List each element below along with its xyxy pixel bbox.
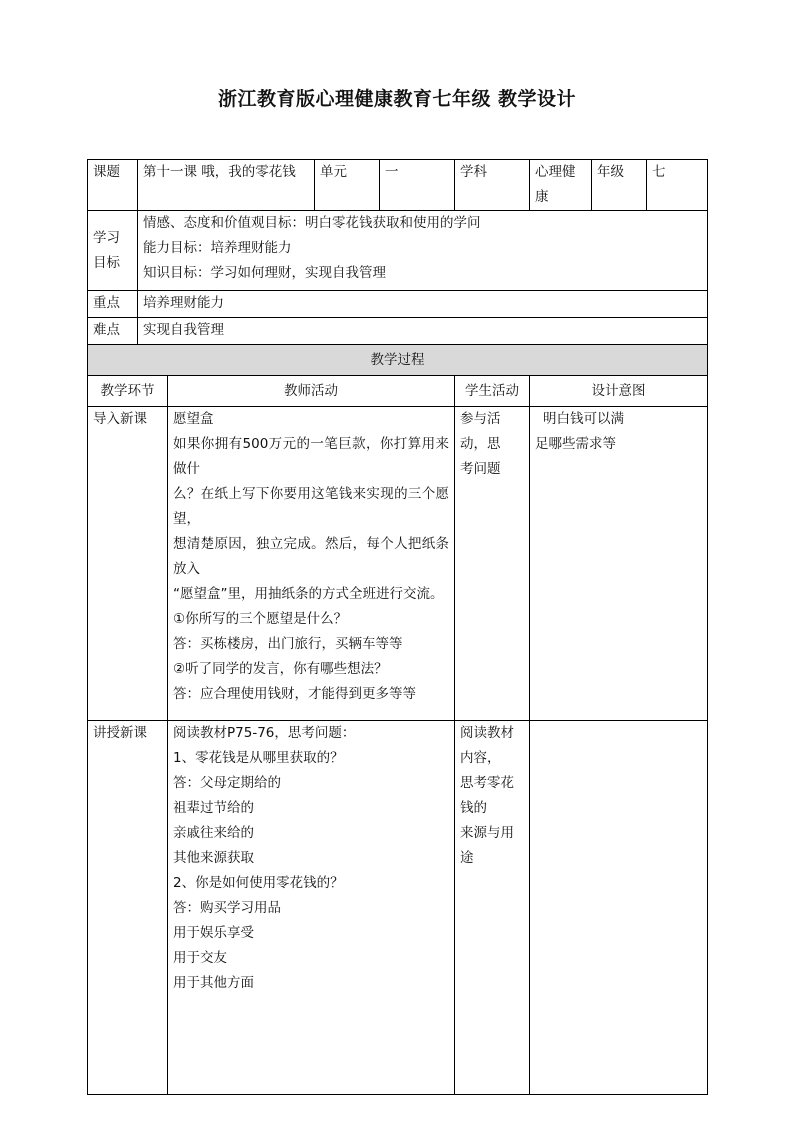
student-line: 来源与用途 <box>460 825 515 866</box>
intent-line: 足哪些需求等 <box>535 436 617 452</box>
lesson-plan-table <box>87 159 708 1095</box>
process-heading: 教学过程 <box>88 345 708 376</box>
column-teacher: 教师活动 <box>168 376 455 407</box>
teacher-line: ①你所写的三个愿望是什么？ <box>173 611 348 627</box>
teacher-line: 用于娱乐享受 <box>173 925 254 941</box>
difficulty-value: 实现自我管理 <box>138 318 708 345</box>
student-line: 考问题 <box>460 461 501 477</box>
objective-item: 知识目标：学习如何理财，实现自我管理 <box>143 265 386 281</box>
key-point-label: 重点 <box>88 291 138 318</box>
process-columns-row <box>88 376 708 407</box>
grade-label: 年级 <box>592 160 647 211</box>
student-line: 阅读教材内容， <box>460 725 515 766</box>
objective-item: 能力目标：培养理财能力 <box>143 240 292 256</box>
design-intent-cell <box>530 721 708 1095</box>
teacher-line: 答：买栋楼房，出门旅行，买辆车等等 <box>173 636 403 652</box>
student-activity-cell <box>455 407 530 721</box>
teacher-line: 么？在纸上写下你要用这笔钱来实现的三个愿望， <box>173 486 450 527</box>
column-intent: 设计意图 <box>530 376 708 407</box>
teacher-line: 如果你拥有500万元的一笔巨款，你打算用来做什 <box>173 436 450 477</box>
teacher-line: 1、零花钱是从哪里获取的？ <box>173 750 344 766</box>
unit-label: 单元 <box>315 160 380 211</box>
process-row-intro <box>88 407 708 721</box>
difficulty-row <box>88 318 708 345</box>
teacher-line: 答：应合理使用钱财，才能得到更多等等 <box>173 686 416 702</box>
subject-label: 学科 <box>455 160 530 211</box>
student-line: 思考零花钱的 <box>460 775 515 816</box>
process-row-new-lesson <box>88 721 708 1095</box>
subject-value: 心理健康 <box>530 160 592 211</box>
teacher-line: 其他来源获取 <box>173 850 254 866</box>
topic-value: 第十一课 哦，我的零花钱 <box>138 160 315 211</box>
teacher-line: 祖辈过节给的 <box>173 800 254 816</box>
column-stage: 教学环节 <box>88 376 168 407</box>
teacher-line: 愿望盒 <box>173 411 214 427</box>
teacher-line: 亲戚往来给的 <box>173 825 254 841</box>
process-heading-row <box>88 345 708 376</box>
grade-value: 七 <box>647 160 708 211</box>
objectives-row <box>88 211 708 291</box>
teacher-line: 答：购买学习用品 <box>173 900 281 916</box>
difficulty-label: 难点 <box>88 318 138 345</box>
objective-item: 情感、态度和价值观目标：明白零花钱获取和使用的学问 <box>143 215 481 231</box>
stage-cell: 导入新课 <box>88 407 168 721</box>
teacher-line: 想清楚原因，独立完成。然后，每个人把纸条放入 <box>173 536 450 577</box>
header-row <box>88 160 708 211</box>
column-student: 学生活动 <box>455 376 530 407</box>
teacher-line: ②听了同学的发言，你有哪些想法？ <box>173 661 388 677</box>
objectives-label: 学习目标 <box>88 211 138 291</box>
teacher-line: 阅读教材P75-76，思考问题： <box>173 725 356 741</box>
stage-cell: 讲授新课 <box>88 721 168 1095</box>
topic-label: 课题 <box>88 160 138 211</box>
teacher-line: “愿望盒”里，用抽纸条的方式全班进行交流。 <box>173 586 444 602</box>
teacher-activity-cell <box>168 407 455 721</box>
student-line: 参与活动，思 <box>460 411 501 452</box>
teacher-line: 用于其他方面 <box>173 975 254 991</box>
teacher-line: 答：父母定期给的 <box>173 775 281 791</box>
design-intent-cell <box>530 407 708 721</box>
student-activity-cell <box>455 721 530 1095</box>
teacher-line: 2、你是如何使用零花钱的？ <box>173 875 344 891</box>
document-title: 浙江教育版心理健康教育七年级 教学设计 <box>217 88 577 110</box>
key-point-row <box>88 291 708 318</box>
teacher-activity-cell <box>168 721 455 1095</box>
key-point-value: 培养理财能力 <box>138 291 708 318</box>
objectives-list <box>138 211 708 291</box>
intent-line: 明白钱可以满 <box>543 411 625 427</box>
unit-value: 一 <box>380 160 455 211</box>
teacher-line: 用于交友 <box>173 950 227 966</box>
